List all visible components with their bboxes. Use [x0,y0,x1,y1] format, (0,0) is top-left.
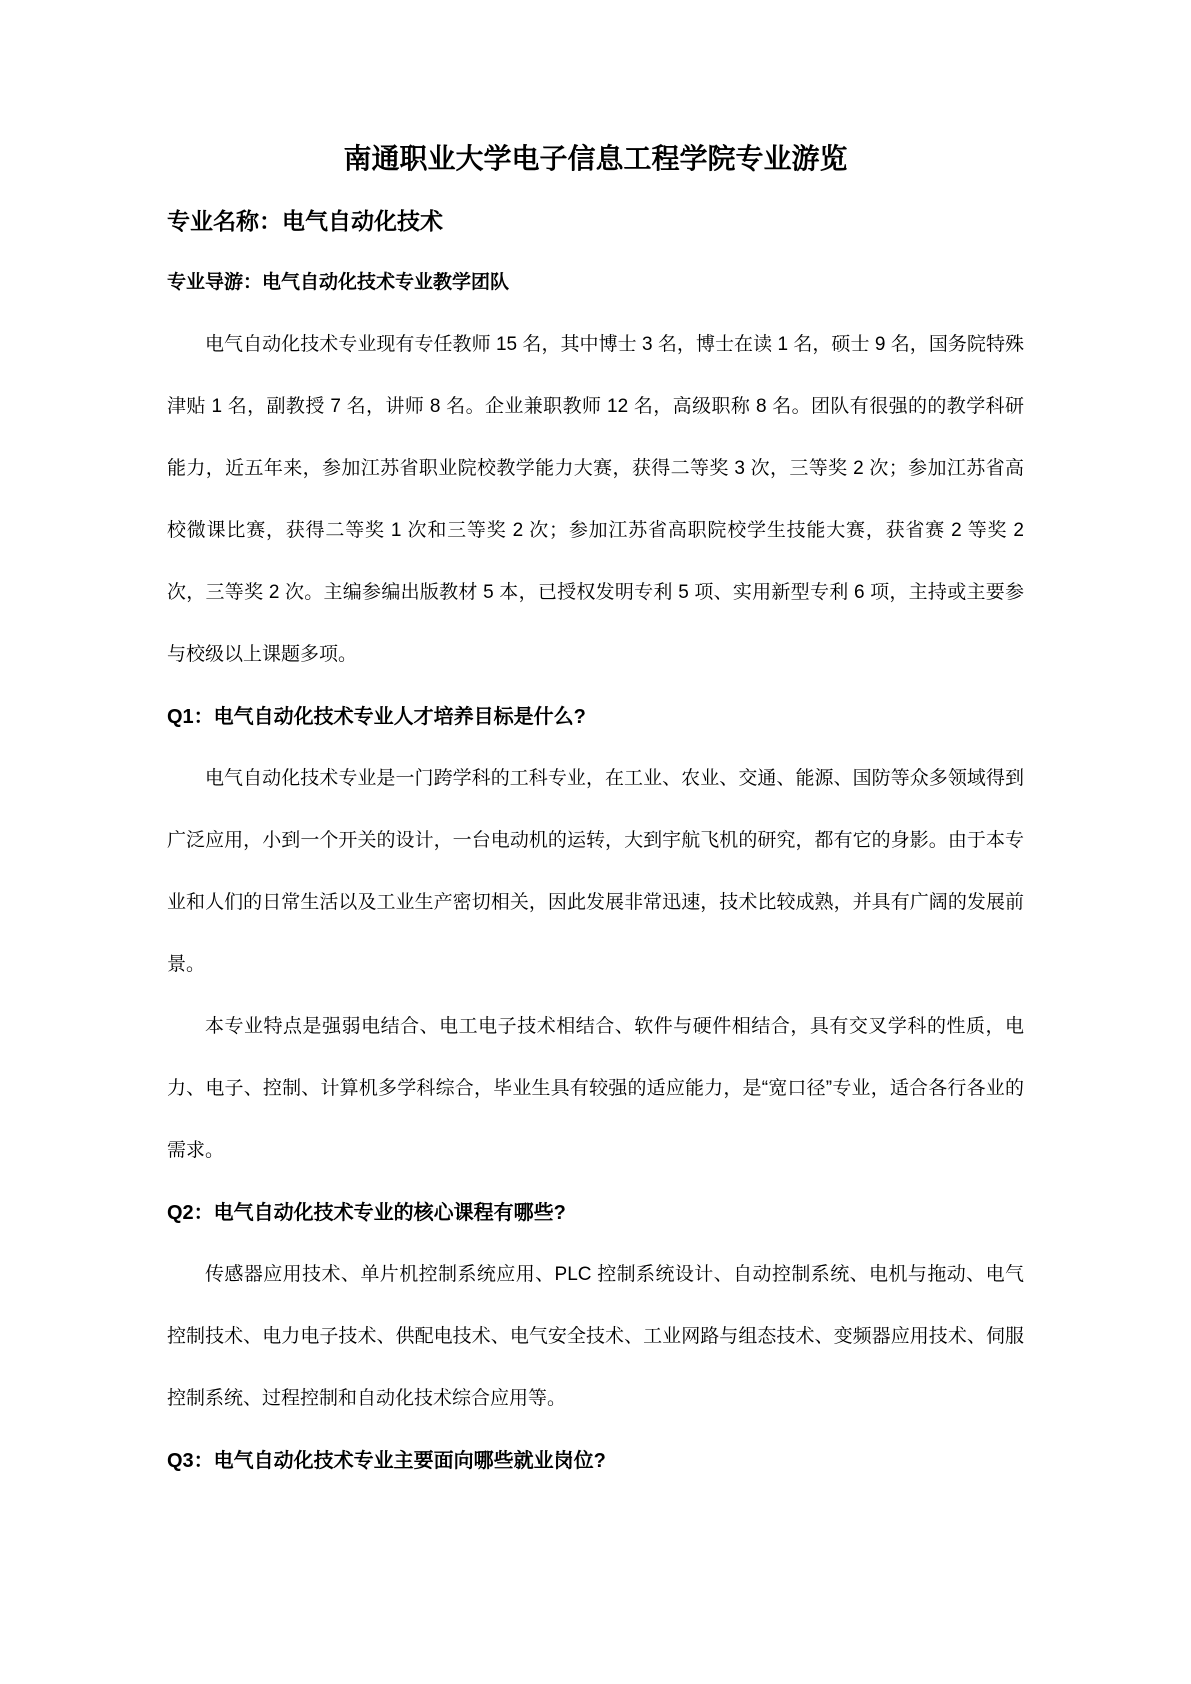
major-name-heading: 专业名称：电气自动化技术 [167,208,443,234]
question-q1: Q1：电气自动化技术专业人才培养目标是什么? [167,706,586,728]
q2-answer-paragraph-1: 传感器应用技术、单片机控制系统应用、PLC 控制系统设计、自动控制系统、电机与拖动、电气控制技术、电力电子技术、供配电技术、电气安全技术、工业网路与组态技术、变频器应用技术、伺服控制系统、过程控制和自动化技术综合应用等。 [167,1264,1024,1409]
intro-paragraph: 电气自动化技术专业现有专任教师 15 名，其中博士 3 名，博士在读 1 名，硕士 9 名，国务院特殊津贴 1 名，副教授 7 名，讲师 8 名。企业兼职教师 12 名，高级职称 8 名。团队有很强的的教学科研能力，近五年来，参加江苏省职业院校教学能力大赛，获得二等奖 3 次，三等奖 2 次；参加江苏省高校微课比赛，获得二等奖 1 次和三等奖 2 次；参加江苏省高职院校学生技能大赛，获省赛 2 等奖 2 次，三等奖 2 次。主编参编出版教材 5 本，已授权发明专利 5 项、实用新型专利 6 项，主持或主要参与校级以上课题多项。 [167,334,1024,665]
q1-answer-paragraph-2: 本专业特点是强弱电结合、电工电子技术相结合、软件与硬件相结合，具有交叉学科的性质，电力、电子、控制、计算机多学科综合，毕业生具有较强的适应能力，是“宽口径”专业，适合各行各业的需求。 [167,1016,1024,1161]
q1-answer-paragraph-1: 电气自动化技术专业是一门跨学科的工科专业，在工业、农业、交通、能源、国防等众多领域得到广泛应用，小到一个开关的设计，一台电动机的运转，大到宇航飞机的研究，都有它的身影。由于本专业和人们的日常生活以及工业生产密切相关，因此发展非常迅速，技术比较成熟，并具有广阔的发展前景。 [167,768,1024,975]
guide-heading: 专业导游：电气自动化技术专业教学团队 [167,272,510,293]
question-q2: Q2：电气自动化技术专业的核心课程有哪些? [167,1202,566,1224]
page-title: 南通职业大学电子信息工程学院专业游览 [343,143,848,174]
question-q3: Q3：电气自动化技术专业主要面向哪些就业岗位? [167,1450,606,1472]
